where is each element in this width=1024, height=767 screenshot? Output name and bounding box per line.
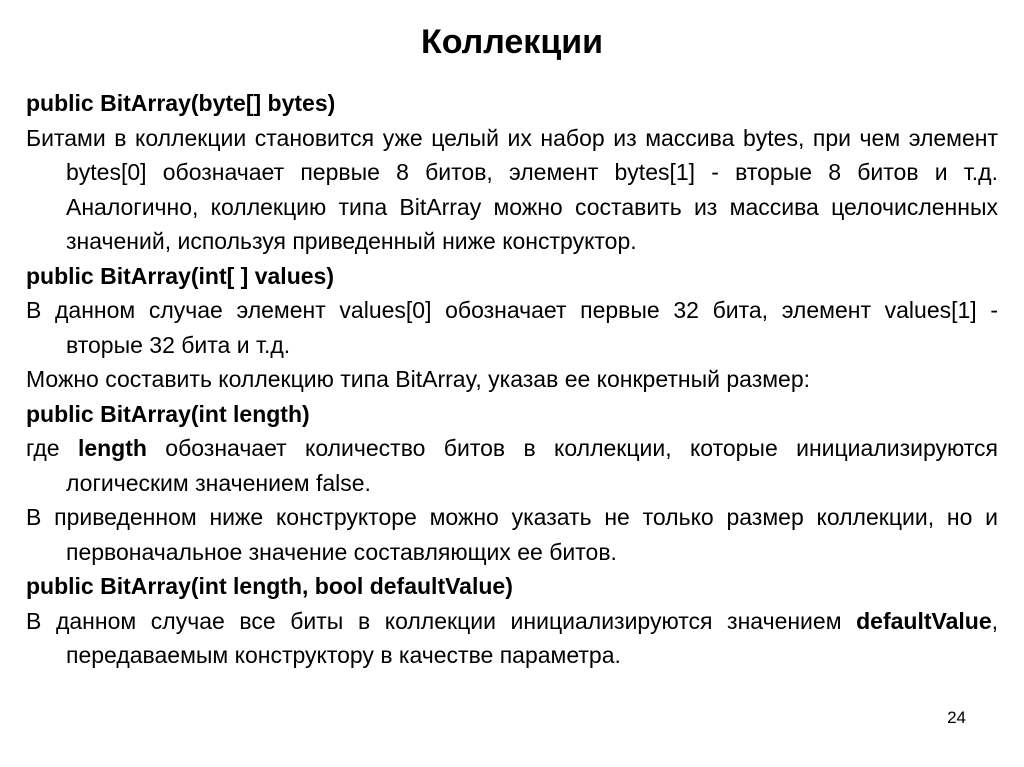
constructor-length-signature: public BitArray(int length)	[26, 400, 310, 427]
slide-title: Коллекции	[420, 23, 604, 61]
default-value-description	[26, 604, 998, 673]
page-number: 24	[947, 708, 966, 727]
default-value-desc-pre: В данном случае все биты в коллекции инициализируются значением	[26, 607, 857, 634]
constructor-default-value-signature: public BitArray(int length, bool defaultValue)	[26, 573, 513, 599]
length-keyword: length	[77, 435, 147, 461]
initial-value-intro: В приведенном ниже конструкторе можно указать не только размер коллекции, но и первоначальное значение составляющих ее битов.	[26, 504, 998, 565]
constructor-bytes-signature: public BitArray(byte[] bytes)	[26, 90, 336, 116]
length-description	[26, 431, 998, 500]
constructor-values-signature: public BitArray(int[ ] values)	[26, 262, 334, 289]
default-value-keyword: defaultValue	[856, 607, 992, 634]
default-value-desc-post: , передаваемым конструктору в качестве параметра.	[66, 607, 998, 668]
slide-content	[26, 86, 998, 673]
size-intro: Можно составить коллекцию типа BitArray, указав ее конкретный размер:	[26, 366, 811, 392]
bytes-description: Битами в коллекции становится уже целый их набор из массива bytes, при чем элемент bytes[0] обозначает первые 8 битов, элемент bytes[1] - вторые 8 битов и т.д. Аналогично, коллекцию типа BitArray можно составить из массива целочисленных значений, используя приведенный ниже конструктор.	[26, 124, 998, 254]
length-desc-pre: где	[26, 435, 78, 461]
values-description: В данном случае элемент values[0] обозначает первые 32 бита, элемент values[1] - вторые 32 бита и т.д.	[26, 297, 998, 358]
length-desc-post: обозначает количество битов в коллекции, которые инициализируются логическим значением false.	[66, 435, 998, 496]
